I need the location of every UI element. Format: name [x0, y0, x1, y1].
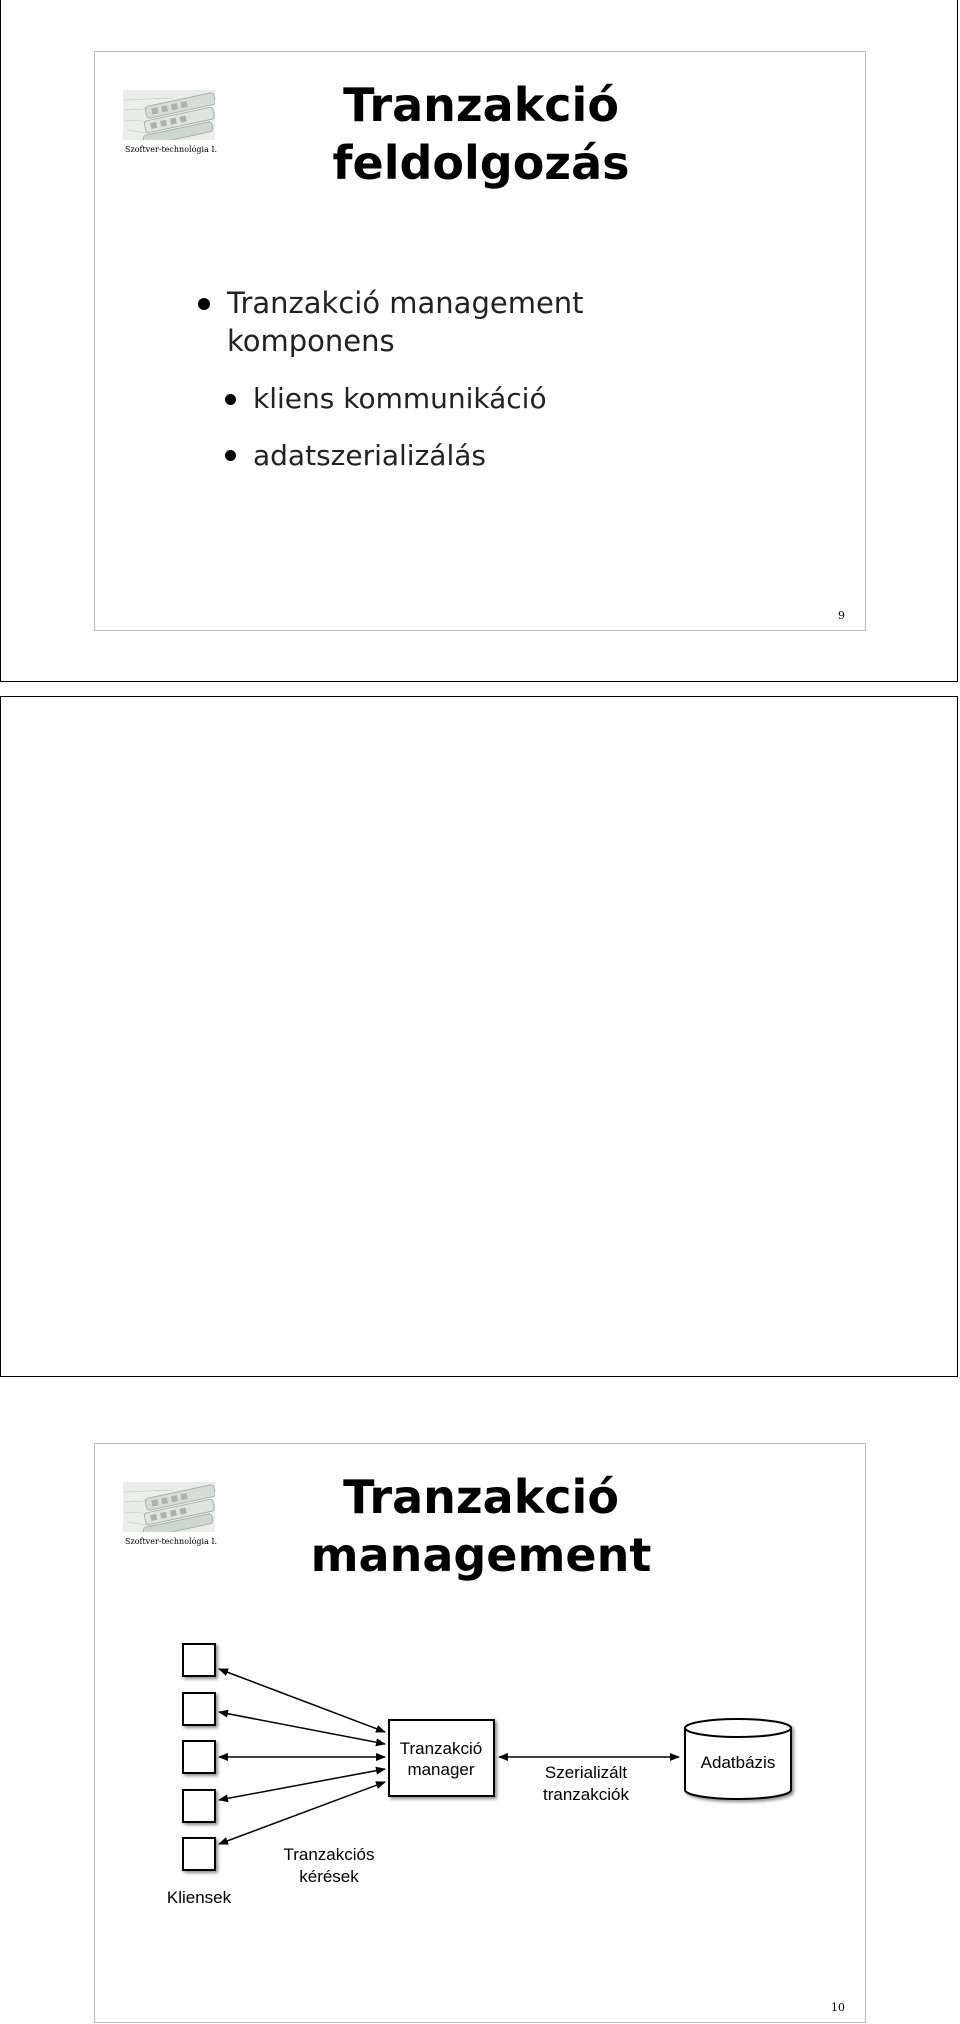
clients-label: Kliensek [166, 1888, 232, 1907]
request-arrow [219, 1712, 385, 1744]
manager-label-line-2: manager [407, 1760, 475, 1779]
bullet-item-2: kliens kommunikáció [253, 382, 547, 415]
slide-title-line-2: management [310, 1528, 652, 1582]
bullet-dot-icon [225, 394, 236, 405]
request-arrows [219, 1669, 385, 1844]
serialized-label-line-1: Szerializált [544, 1763, 628, 1782]
document-page-top [0, 0, 958, 682]
database-label: Adatbázis [700, 1753, 776, 1772]
request-arrow [219, 1782, 385, 1844]
page-number: 10 [831, 2001, 845, 2014]
slide-9 [94, 51, 866, 631]
client-box [183, 1644, 215, 1676]
bullet-dot-icon [225, 450, 236, 461]
bullet-item-1-line-2: komponens [227, 324, 395, 358]
logo-caption: Szoftver-technológia I. [125, 145, 218, 154]
transaction-management-diagram [95, 1444, 867, 2024]
slide-10 [94, 1443, 866, 2023]
slide-title-line-1: Tranzakció [343, 78, 619, 132]
manager-box [389, 1720, 494, 1796]
bullet-item-3: adatszerializálás [253, 439, 486, 472]
keyboard-logo-image [123, 90, 215, 140]
client-box [183, 1790, 215, 1822]
slide-title-line-1: Tranzakció [343, 1470, 619, 1524]
client-box [183, 1741, 215, 1773]
bullet-item-1-line-1: Tranzakció management [227, 286, 584, 320]
document-page-bottom [0, 696, 958, 2014]
requests-label-line-1: Tranzakciós [283, 1845, 375, 1864]
slide-title-line-2: feldolgozás [332, 136, 630, 190]
client-boxes [183, 1644, 215, 1870]
client-box [183, 1838, 215, 1870]
client-box [183, 1693, 215, 1725]
logo-caption: Szoftver-technológia I. [125, 1537, 218, 1546]
request-arrow [219, 1669, 385, 1732]
bullet-dot-icon [198, 298, 210, 310]
request-arrow [219, 1769, 385, 1800]
page-number: 9 [838, 609, 845, 622]
requests-label-line-2: kérések [299, 1867, 359, 1886]
serialized-label-line-2: tranzakciók [543, 1785, 629, 1804]
manager-label-line-1: Tranzakció [399, 1739, 483, 1758]
